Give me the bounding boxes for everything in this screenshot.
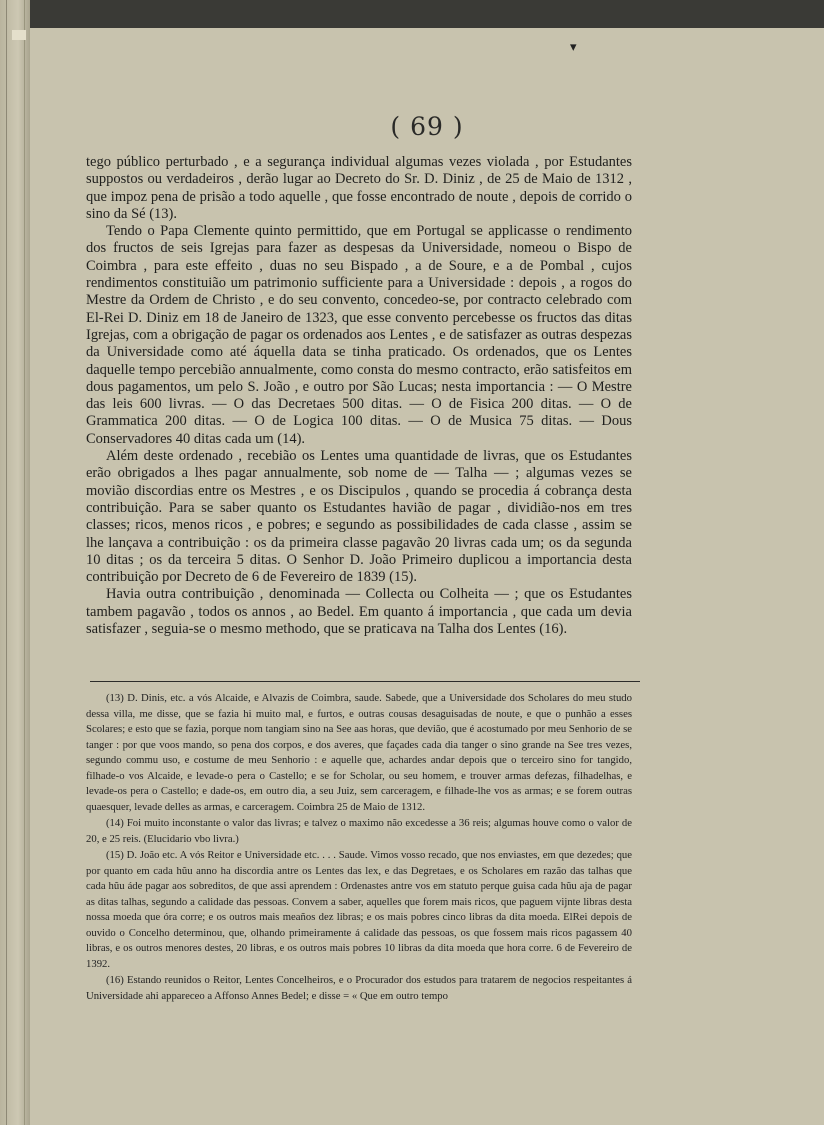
footnote: (15) D. João etc. A vós Reitor e Universidade etc. . . . Saude. Vimos vosso recado, que nos enviastes, em que dezedes; que por quanto em cada hũu anno ha discordia antre os Lentes das lex, e das Degretaes, e os Scholares em razão das talhas que cada hũu áde pagar aos sobreditos, de que assi aprendem : Ordenastes antre vos em statuto perque guisa cada hũu aja de pagar as ditas talhas, segundo a calidade das pessoas. Convem a saber, aquelles que forem mais ricos, que paguem vijnte libras desta nossa moeda que óra corre; e os outros mais meaños dez libras; e os mais pobres cinco libras da dita moeda. ElRei depois de ouvido o Concelho determinou, que, olhando primeiramente á calidade das pessoas, os que fossem mais ricos pagassem 40 libras, e os outros menores destes, 20 libras, e os outros mais pobres 10 libras da dita moeda que hora corre. 6 de Fevereiro de 1392. <box>86 849 632 970</box>
paragraph: Tendo o Papa Clemente quinto permittido, que em Portugal se applicasse o rendimento dos fructos de seis Igrejas para fazer as despesas da Universidade, nomeou o Bispo de Coimbra , para este effeito , duas no seu Bispado , a de Soure, e a de Pombal , cujos rendimentos constituião um patrimonio sufficiente para a Universidade : depois , a rogos do Mestre da Ordem de Christo , e do seu convento, concedeo-se, por contracto celebrado com El-Rei D. Diniz em 18 de Janeiro de 1323, que esse convento percebesse os fructos das ditas Igrejas, com a obrigação de pagar os ordenados aos Lentes , e de satisfazer as outras despezas da Universidade como até áquella data se tinha praticado. Os ordenados, que os Lentes daquelle tempo percebião annualmente, como consta do mesmo contracto, erão satisfeitos em dous pagamentos, um pelo S. João , e outro por São Lucas; nesta importancia : — O Mestre das leis 600 livras. — O das Decretaes 500 ditas. — O de Fisica 200 ditas. — O de Grammatica 200 ditas. — O de Logica 100 ditas. — O de Musica 75 ditas. — Dous Conservadores 40 ditas cada um (14). <box>86 223 632 447</box>
corner-mark: ▾ <box>570 40 577 55</box>
book-page <box>30 28 824 1125</box>
footnote: (14) Foi muito inconstante o valor das livras; e talvez o maximo não excedesse a 36 reis; algumas houve como o valor de 20, e 25 reis. (Elucidario vbo livra.) <box>86 817 632 845</box>
body-text <box>86 154 632 638</box>
spine-crease <box>24 0 25 1125</box>
footnote: (13) D. Dinis, etc. a vós Alcaide, e Alvazis de Coimbra, saude. Sabede, que a Universidade dos Scholares do meu studo dessa villa, me disse, que se fazia hi muito mal, e furtos, e outras cousas desaguisadas de noute, e que o punhão a esses Scolares; e esto que se fazia, porque nom tangiam sino na See aas horas, que devião, que é acostumado por meu Senhorio de se tanger : por que voos mando, so pena dos corpos, e dos averes, que façades cada dia tanger o sino grande na See tres vezes, segundo commu uso, e costume de meu Senhorio : e aquelle que, achardes andar depois que o terceiro sino for tangido, filhade-o vos Alcaide, e levade-o pera o Castello; e se for Scholar, ou seu homem, e trouver armas defezas, filhadelhas, e levade-os pera o Castello; e dade-os, em outro dia, a seu Juiz, sem carceragem, e filhade-lhe vos as armas; e se forem outras quaesquer, levade delles as armas, e carceragem. Coimbra 25 de Maio de 1312. <box>86 692 632 813</box>
paragraph: Além deste ordenado , recebião os Lentes uma quantidade de livras, que os Estudantes erão obrigados a lhes pagar annualmente, sob nome de — Talha — ; algumas vezes se movião discordias entre os Mestres , e os Discipulos , quando se procedia á cobrança desta contribuição. Para se saber quanto os Estudantes havião de pagar , dividião-nos em tres classes; ricos, menos ricos , e pobres; e segundo as possibilidades de cada classe , assim se lhe lançava a contribuição : os da primeira classe pagavão 20 livras cada um; os da segunda 10 ditas ; os da terceira 5 ditas. O Senhor D. João Primeiro duplicou a importancia desta contribuição por Decreto de 6 de Fevereiro de 1839 (15). <box>86 448 632 586</box>
footnote: (16) Estando reunidos o Reitor, Lentes Concelheiros, e o Procurador dos estudos para tratarem de negocios respeitantes á Universidade ahi appareceo a Affonso Annes Bedel; e disse = « Que em outro tempo <box>86 974 632 1002</box>
footnote-divider <box>90 681 640 682</box>
paragraph: tego público perturbado , e a segurança individual algumas vezes violada , por Estudantes suppostos ou verdadeiros , derão lugar ao Decreto do Sr. D. Diniz , de 25 de Maio de 1312 , que impoz pena de prisão a todo aquelle , que fosse encontrado de noute , depois de corrido o sino da Sé (13). <box>86 154 632 222</box>
page-number: ( 69 ) <box>390 112 464 141</box>
spine-crease <box>6 0 7 1125</box>
footnotes <box>86 691 632 1005</box>
book-spine <box>0 0 30 1125</box>
paragraph: Havia outra contribuição , denominada — Collecta ou Colheita — ; que os Estudantes tambem pagavão , todos os annos , ao Bedel. Em quanto á importancia , que cada um devia satisfazer , seguia-se o mesmo methodo, que se praticava na Talha dos Lentes (16). <box>86 586 632 638</box>
paper-tab <box>12 30 26 40</box>
